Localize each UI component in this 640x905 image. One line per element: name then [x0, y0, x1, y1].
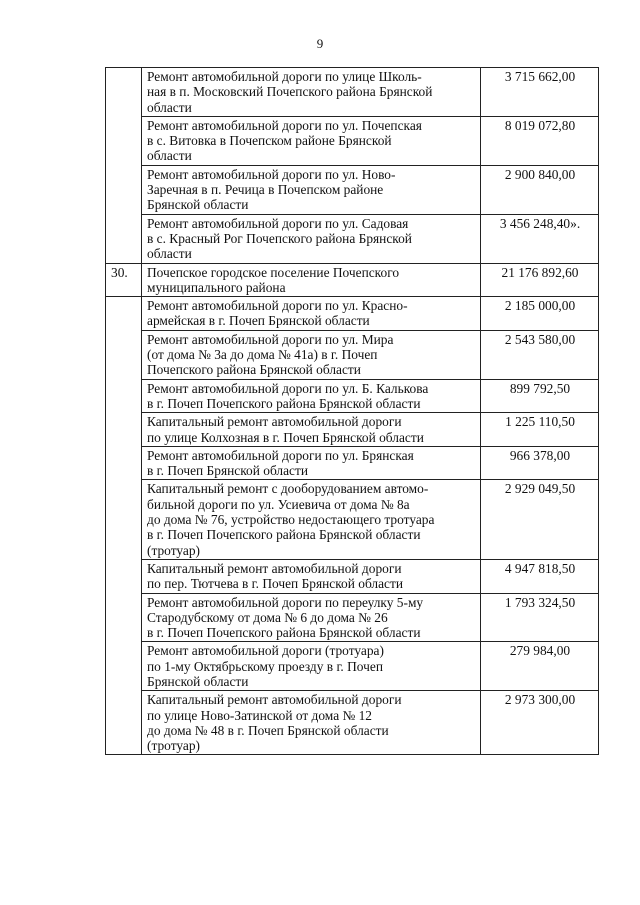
- object-name-line: Почепского района Брянской области: [147, 362, 361, 378]
- object-name-line: (тротуар): [147, 738, 200, 754]
- object-name-cell: [142, 330, 481, 379]
- object-name-cell: [142, 691, 481, 755]
- object-name-line: в г. Почеп Почепского района Брянской области: [147, 527, 421, 543]
- object-name-line: Капитальный ремонт автомобильной дороги: [147, 692, 402, 708]
- object-name-line: в г. Почеп Брянской области: [147, 463, 309, 479]
- amount-cell: 3 715 662,00: [481, 68, 599, 117]
- table-row: [106, 691, 599, 755]
- object-name-line: в с. Красный Рог Почепского района Брянской: [147, 230, 412, 246]
- amount-cell: 21 176 892,60: [481, 263, 599, 297]
- object-name-line: муниципального района: [147, 279, 286, 295]
- object-name-line: Ремонт автомобильной дороги (тротуара): [147, 643, 384, 659]
- object-name-line: Ремонт автомобильной дороги по ул. Красно-: [147, 298, 408, 314]
- object-name-line: (от дома № 3а до дома № 41а) в г. Почеп: [147, 347, 378, 363]
- object-name-line: Капитальный ремонт автомобильной дороги: [147, 414, 402, 430]
- object-name-line: области: [147, 148, 192, 164]
- amount-cell: 2 900 840,00: [481, 165, 599, 214]
- object-name-line: области: [147, 99, 192, 115]
- table-row: [106, 263, 599, 297]
- object-name-cell: [142, 297, 481, 331]
- object-name-line: Ремонт автомобильной дороги по ул. Садовая: [147, 215, 409, 231]
- table-row: [106, 480, 599, 559]
- table-row: [106, 68, 599, 117]
- object-name-line: (тротуар): [147, 542, 200, 558]
- object-name-cell: [142, 413, 481, 447]
- table-row: [106, 379, 599, 413]
- object-name-cell: [142, 480, 481, 559]
- object-name-line: Ремонт автомобильной дороги по переулку 5-му: [147, 594, 424, 610]
- object-name-line: Ремонт автомобильной дороги по ул. Б. Калькова: [147, 380, 429, 396]
- budget-table: [105, 67, 599, 755]
- object-name-line: Ремонт автомобильной дороги по улице Школь-: [147, 69, 422, 84]
- object-name-line: Ремонт автомобильной дороги по ул. Мира: [147, 331, 394, 347]
- object-name-line: Ремонт автомобильной дороги по ул. Брянская: [147, 447, 414, 463]
- object-name-cell: [142, 68, 481, 117]
- object-name-cell: [142, 642, 481, 691]
- amount-cell: 1 793 324,50: [481, 593, 599, 642]
- object-name-line: до дома № 76, устройство недостающего тротуара: [147, 512, 435, 528]
- object-name-line: в г. Почеп Почепского района Брянской области: [147, 625, 421, 641]
- object-name-line: по пер. Тютчева в г. Почеп Брянской области: [147, 576, 404, 592]
- object-name-line: области: [147, 246, 192, 262]
- object-name-line: Почепское городское поселение Почепского: [147, 264, 400, 280]
- table-row: [106, 593, 599, 642]
- object-name-cell: [142, 263, 481, 297]
- row-number-cell: [106, 297, 142, 755]
- object-name-line: Капитальный ремонт с дооборудованием автомо-: [147, 481, 429, 497]
- amount-cell: 279 984,00: [481, 642, 599, 691]
- object-name-line: Ремонт автомобильной дороги по ул. Ново-: [147, 166, 396, 182]
- object-name-line: в г. Почеп Почепского района Брянской области: [147, 395, 421, 411]
- object-name-line: ная в п. Московский Почепского района Брянской: [147, 84, 433, 100]
- table-row: [106, 297, 599, 331]
- object-name-cell: [142, 446, 481, 480]
- object-name-line: Заречная в п. Речица в Почепском районе: [147, 182, 384, 198]
- row-number-cell: 30.: [106, 263, 142, 297]
- object-name-cell: [142, 165, 481, 214]
- amount-cell: 2 929 049,50: [481, 480, 599, 559]
- object-name-line: Ремонт автомобильной дороги по ул. Почепская: [147, 117, 422, 133]
- object-name-line: в с. Витовка в Почепском районе Брянской: [147, 133, 392, 149]
- amount-cell: 4 947 818,50: [481, 559, 599, 593]
- table-row: [106, 330, 599, 379]
- amount-cell: 3 456 248,40».: [481, 214, 599, 263]
- page-number: 9: [316, 36, 324, 51]
- object-name-cell: [142, 593, 481, 642]
- object-name-line: Капитальный ремонт автомобильной дороги: [147, 560, 402, 576]
- amount-cell: 2 543 580,00: [481, 330, 599, 379]
- object-name-cell: [142, 379, 481, 413]
- amount-cell: 8 019 072,80: [481, 116, 599, 165]
- table-row: [106, 116, 599, 165]
- table-row: [106, 559, 599, 593]
- amount-cell: 1 225 110,50: [481, 413, 599, 447]
- amount-cell: 2 973 300,00: [481, 691, 599, 755]
- table-row: [106, 642, 599, 691]
- object-name-line: Стародубскому от дома № 6 до дома № 26: [147, 609, 388, 625]
- object-name-line: по улице Колхозная в г. Почеп Брянской области: [147, 429, 424, 445]
- table-row: [106, 413, 599, 447]
- table-row: [106, 214, 599, 263]
- object-name-line: армейская в г. Почеп Брянской области: [147, 313, 370, 329]
- object-name-cell: [142, 559, 481, 593]
- table-row: [106, 446, 599, 480]
- table-row: [106, 165, 599, 214]
- row-number-cell: [106, 68, 142, 264]
- object-name-line: бильной дороги по ул. Усиевича от дома № 8а: [147, 496, 410, 512]
- object-name-line: до дома № 48 в г. Почеп Брянской области: [147, 722, 389, 738]
- object-name-line: по улице Ново-Затинской от дома № 12: [147, 707, 372, 723]
- object-name-line: Брянской области: [147, 197, 249, 213]
- amount-cell: 2 185 000,00: [481, 297, 599, 331]
- object-name-cell: [142, 214, 481, 263]
- object-name-cell: [142, 116, 481, 165]
- amount-cell: 899 792,50: [481, 379, 599, 413]
- budget-table-body: [106, 68, 599, 755]
- object-name-line: по 1-му Октябрьскому проезду в г. Почеп: [147, 658, 383, 674]
- amount-cell: 966 378,00: [481, 446, 599, 480]
- object-name-line: Брянской области: [147, 673, 249, 689]
